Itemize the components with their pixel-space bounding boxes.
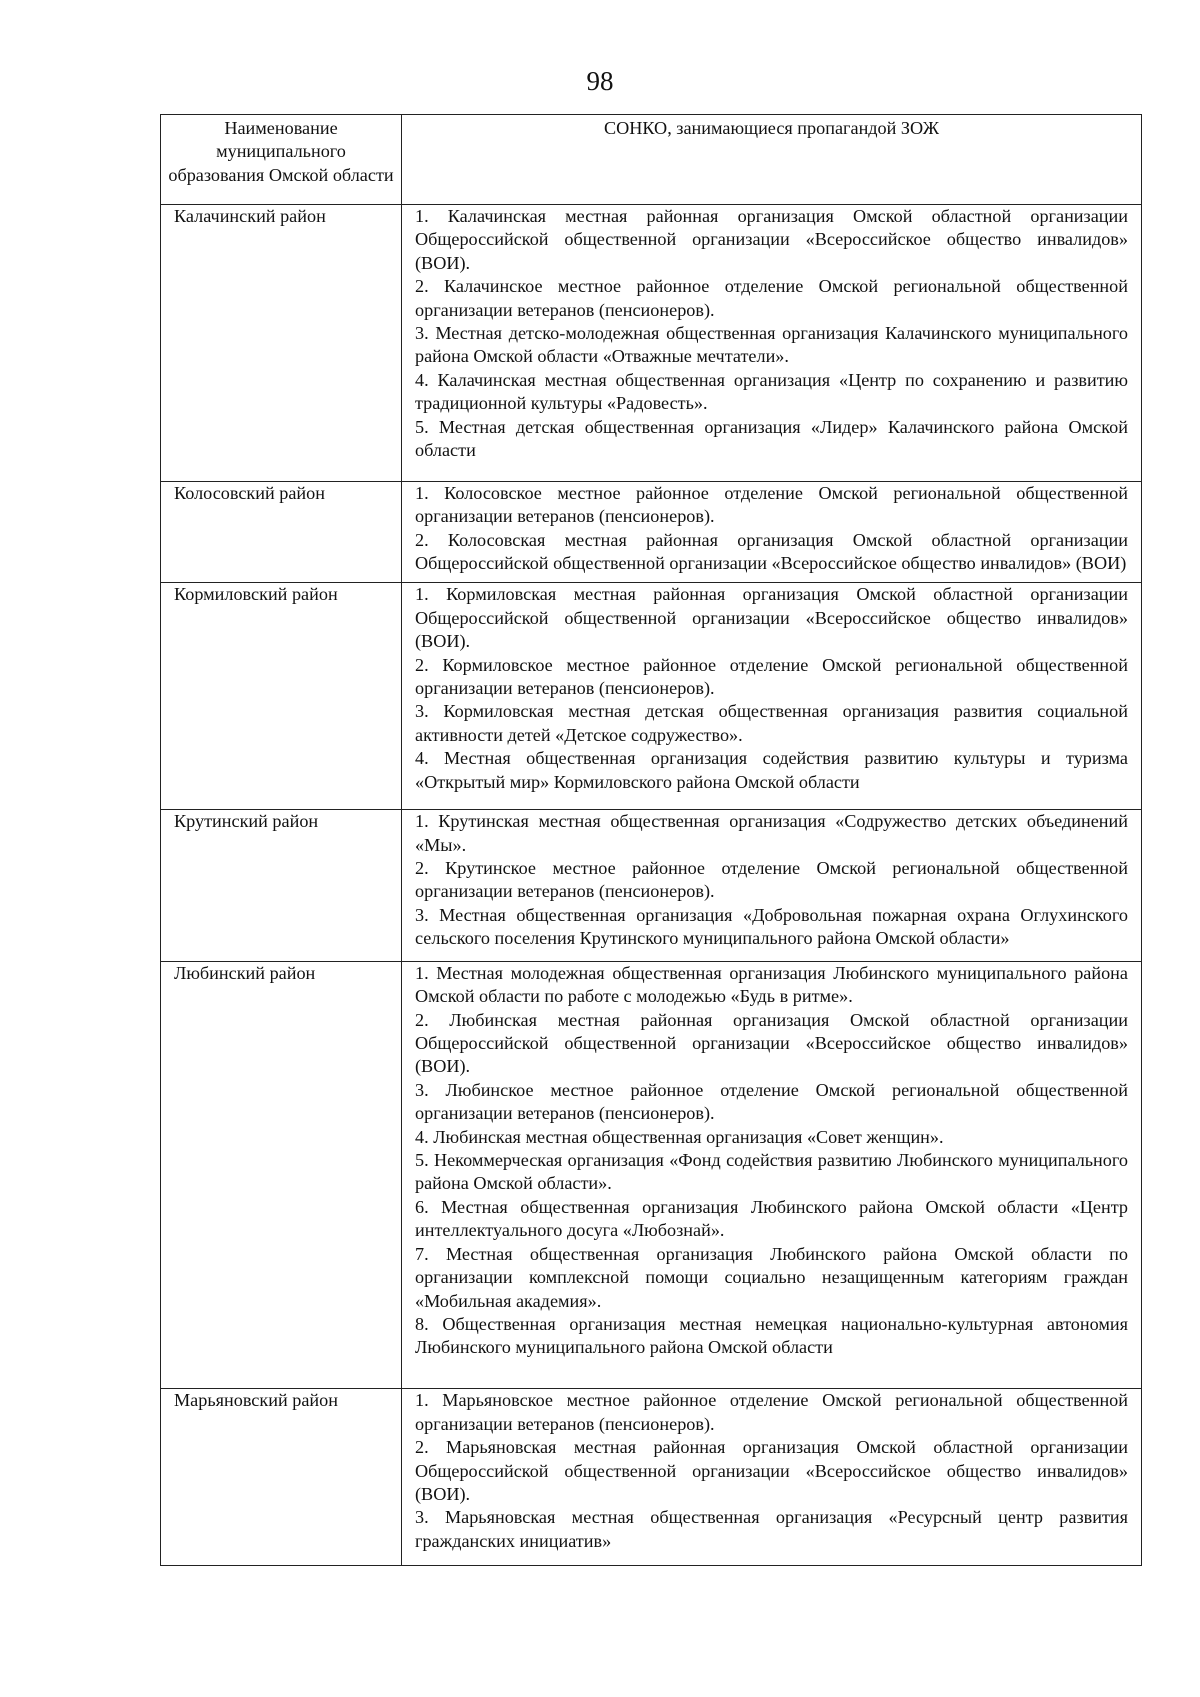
organization-item: 2. Марьяновская местная районная организация Омской областной организации Общероссийской общественной организации «Всероссийское общество инвалидов» (ВОИ). <box>415 1437 1128 1504</box>
table-header-row <box>161 115 1142 205</box>
page-number: 98 <box>586 66 614 96</box>
table-row <box>161 583 1142 810</box>
organizations-cell <box>402 482 1142 583</box>
organization-item: 4. Местная общественная организация содействия развитию культуры и туризма «Открытый мир» Кормиловского района Омской области <box>415 748 1128 792</box>
header-orgs: СОНКО, занимающиеся пропагандой ЗОЖ <box>402 115 1142 205</box>
organization-item: 3. Местная детско-молодежная общественная организация Калачинского муниципального района Омской области «Отважные мечтатели». <box>415 323 1128 367</box>
organization-item: 2. Кормиловское местное районное отделение Омской региональной общественной организации ветеранов (пенсионеров). <box>415 654 1128 699</box>
organization-item: 6. Местная общественная организация Любинского района Омской области «Центр интеллектуального досуга «Любознай». <box>415 1196 1128 1241</box>
organization-item: 1. Калачинская местная районная организация Омской областной организации Общероссийской общественной организации «Всероссийское общество инвалидов» (ВОИ). <box>415 206 1128 273</box>
organization-item: 4. Любинская местная общественная организация «Совет женщин». <box>415 1126 944 1147</box>
table-row <box>161 1389 1142 1566</box>
organizations-cell <box>402 961 1142 1389</box>
organizations-cell <box>402 1389 1142 1566</box>
table-body <box>161 115 1142 1566</box>
organization-item: 2. Колосовская местная районная организация Омской областной организации Общероссийской общественной организации «Всероссийское общество инвалидов» (ВОИ) <box>415 529 1128 574</box>
organization-item: 8. Общественная организация местная немецкая национально-культурная автономия Любинского муниципального района Омской области <box>415 1313 1128 1358</box>
table-row <box>161 205 1142 482</box>
organization-item: 2. Крутинское местное районное отделение Омской региональной общественной организации ветеранов (пенсионеров). <box>415 858 1128 902</box>
organizations-cell <box>402 583 1142 810</box>
organization-item: 4. Калачинская местная общественная организация «Центр по сохранению и развитию традиционной культуры «Радовесть». <box>415 369 1128 414</box>
organization-item: 7. Местная общественная организация Любинского района Омской области по организации комплексной помощи социально незащищенным категориям граждан «Мобильная академия». <box>415 1243 1128 1311</box>
district-name: Крутинский район <box>161 810 402 962</box>
district-name: Любинский район <box>161 961 402 1389</box>
organizations-cell <box>402 205 1142 482</box>
organization-item: 3. Марьяновская местная общественная организация «Ресурсный центр развития гражданских инициатив» <box>415 1507 1128 1551</box>
organization-item: 1. Крутинская местная общественная организация «Содружество детских объединений «Мы». <box>415 811 1128 855</box>
district-name: Колосовский район <box>161 482 402 583</box>
header-district: Наименование муниципального образования Омской области <box>161 115 402 205</box>
organization-item: 1. Местная молодежная общественная организация Любинского муниципального района Омской области по работе с молодежью «Будь в ритме». <box>415 962 1128 1007</box>
organizations-cell <box>402 810 1142 962</box>
organization-item: 5. Некоммерческая организация «Фонд содействия развитию Любинского муниципального района Омской области». <box>415 1150 1128 1194</box>
organization-item: 3. Кормиловская местная детская общественная организация развития социальной активности детей «Детское содружество». <box>415 701 1128 745</box>
organization-item: 3. Местная общественная организация «Добровольная пожарная охрана Оглухинского сельского поселения Крутинского муниципального района Омской области» <box>415 904 1128 949</box>
organization-item: 3. Любинское местное районное отделение Омской региональной общественной организации ветеранов (пенсионеров). <box>415 1079 1128 1124</box>
district-name: Калачинский район <box>161 205 402 482</box>
organization-item: 5. Местная детская общественная организация «Лидер» Калачинского района Омской области <box>415 416 1128 461</box>
table-row <box>161 810 1142 962</box>
district-name: Кормиловский район <box>161 583 402 810</box>
organization-item: 2. Калачинское местное районное отделение Омской региональной общественной организации ветеранов (пенсионеров). <box>415 276 1128 320</box>
organization-item: 1. Марьяновское местное районное отделение Омской региональной общественной организации ветеранов (пенсионеров). <box>415 1390 1128 1434</box>
organization-item: 2. Любинская местная районная организация Омской областной организации Общероссийской общественной организации «Всероссийское общество инвалидов» (ВОИ). <box>415 1009 1128 1077</box>
organization-item: 1. Колосовское местное районное отделение Омской региональной общественной организации ветеранов (пенсионеров). <box>415 483 1128 527</box>
table-row <box>161 482 1142 583</box>
district-name: Марьяновский район <box>161 1389 402 1566</box>
table-row <box>161 961 1142 1389</box>
organizations-table <box>160 114 1142 1566</box>
organization-item: 1. Кормиловская местная районная организация Омской областной организации Общероссийской общественной организации «Всероссийское общество инвалидов» (ВОИ). <box>415 584 1128 652</box>
